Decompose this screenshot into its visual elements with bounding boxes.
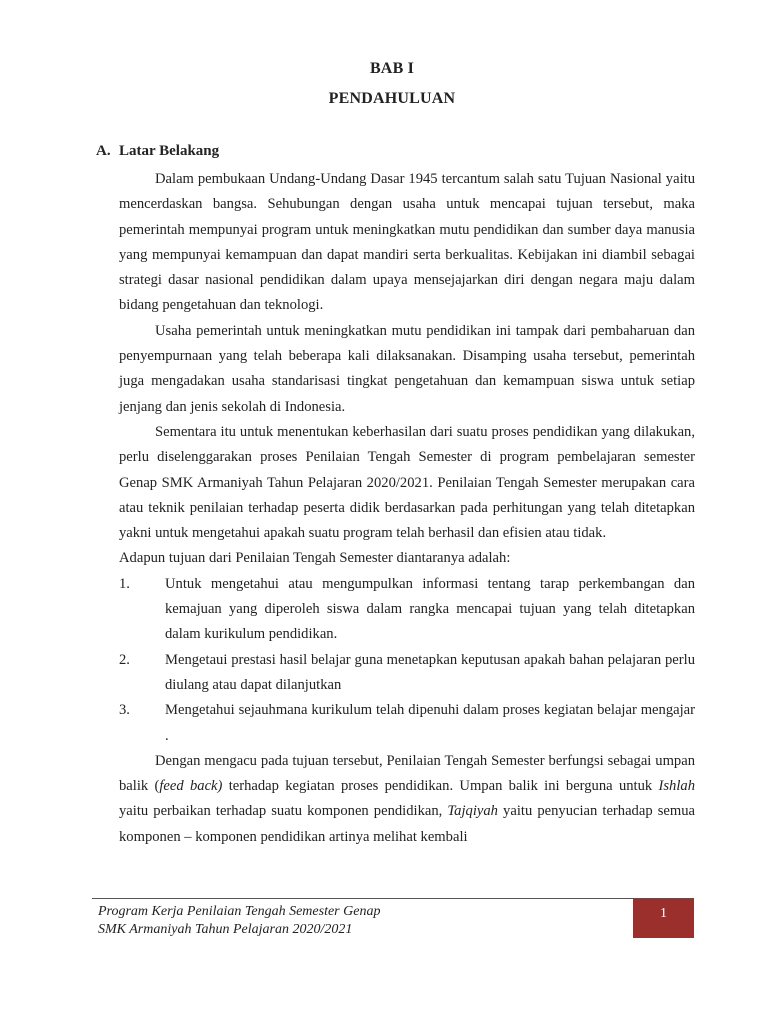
footer-text (98, 903, 380, 939)
closing-text: Dengan mengacu pada tujuan tersebut, Penilaian Tengah Semester berfungsi sebagai umpan balik ( (119, 752, 695, 795)
section-heading (96, 143, 219, 160)
footer-line-1: Program Kerja Penilaian Tengah Semester Genap (98, 904, 381, 919)
closing-italic: Tajqiyah (447, 803, 498, 820)
closing-text: yaitu perbaikan terhadap suatu komponen pendidikan, (119, 803, 448, 820)
paragraph: Usaha pemerintah untuk meningkatkan mutu pendidikan ini tampak dari pembaharuan dan penyempurnaan yang telah beberapa kali dilaksanakan. Disamping usaha tersebut, pemerintah juga mengadakan usaha standarisasi tingkat pengetahuan dan kemampuan siswa untuk setiap jenjang dan jenis sekolah di Indonesia. (119, 322, 695, 415)
closing-text: terhadap kegiatan proses pendidikan. Umpan balik ini berguna untuk (222, 778, 659, 795)
chapter-heading: BAB I (369, 60, 415, 77)
section-number: A. (96, 143, 111, 159)
closing-italic: Ishlah (658, 778, 695, 795)
list-item (119, 648, 695, 699)
list-item-text: Mengetaui prestasi hasil belajar guna menetapkan keputusan apakah bahan pelajaran perlu diulang atau dapat dilanjutkan (165, 651, 695, 693)
closing-italic: feed back) (159, 778, 223, 795)
section-title: Latar Belakang (119, 143, 220, 159)
page-number-box (633, 899, 694, 938)
paragraph: Sementara itu untuk menentukan keberhasilan dari suatu proses pendidikan yang dilakukan, perlu diselenggarakan proses Penilaian Tengah Semester di program pembelajaran semester Genap SMK Armaniyah Tahun Pelajaran 2020/2021. Penilaian Tengah Semester merupakan cara atau teknik penilaian terhadap peserta didik berdasarkan pada perhitungan yang telah ditetapkan yakni untuk mengetahui apakah suatu program telah berhasil dan efisien atau tidak. (119, 423, 695, 542)
list-marker: 1. (119, 575, 130, 592)
closing-paragraph (119, 749, 695, 850)
paragraph: Dalam pembukaan Undang-Undang Dasar 1945 tercantum salah satu Tujuan Nasional yaitu mencerdaskan bangsa. Sehubungan dengan usaha untuk mencapai tujuan tersebut, maka pemerintah mempunyai program untuk meningkatkan mutu pendidikan dan sumber daya manusia yang mempunyai kemampuan dan dapat mandiri serta berkualitas. Kebijakan ini diambil sebagai strategi dasar nasional pendidikan dalam upaya mensejajarkan diri dengan negara maju dalam bidang pengetahuan dan teknologi. (119, 171, 695, 314)
list-intro: Adapun tujuan dari Penilaian Tengah Semester diantaranya adalah: (119, 550, 511, 567)
list-item (119, 572, 695, 648)
closing-text: yaitu penyucian terhadap semua komponen – komponen pendidikan artinya melihat kembali (119, 803, 695, 845)
chapter-title: PENDAHULUAN (328, 90, 456, 107)
footer-divider (92, 898, 694, 899)
list-item-text: Mengetahui sejauhmana kurikulum telah dipenuhi dalam proses kegiatan belajar mengajar . (165, 702, 695, 744)
footer-line-2: SMK Armaniyah Tahun Pelajaran 2020/2021 (98, 922, 353, 937)
list-marker: 3. (119, 702, 130, 719)
objectives-list (119, 572, 695, 749)
list-marker: 2. (119, 651, 130, 668)
body-text (119, 167, 695, 850)
list-item (119, 698, 695, 749)
page-number: 1 (660, 906, 667, 921)
list-item-text: Untuk mengetahui atau mengumpulkan informasi tentang tarap perkembangan dan kemajuan yang diperoleh siswa dalam rangka mencapai tujuan yang telah ditetapkan dalam kurikulum pendidikan. (165, 575, 695, 643)
